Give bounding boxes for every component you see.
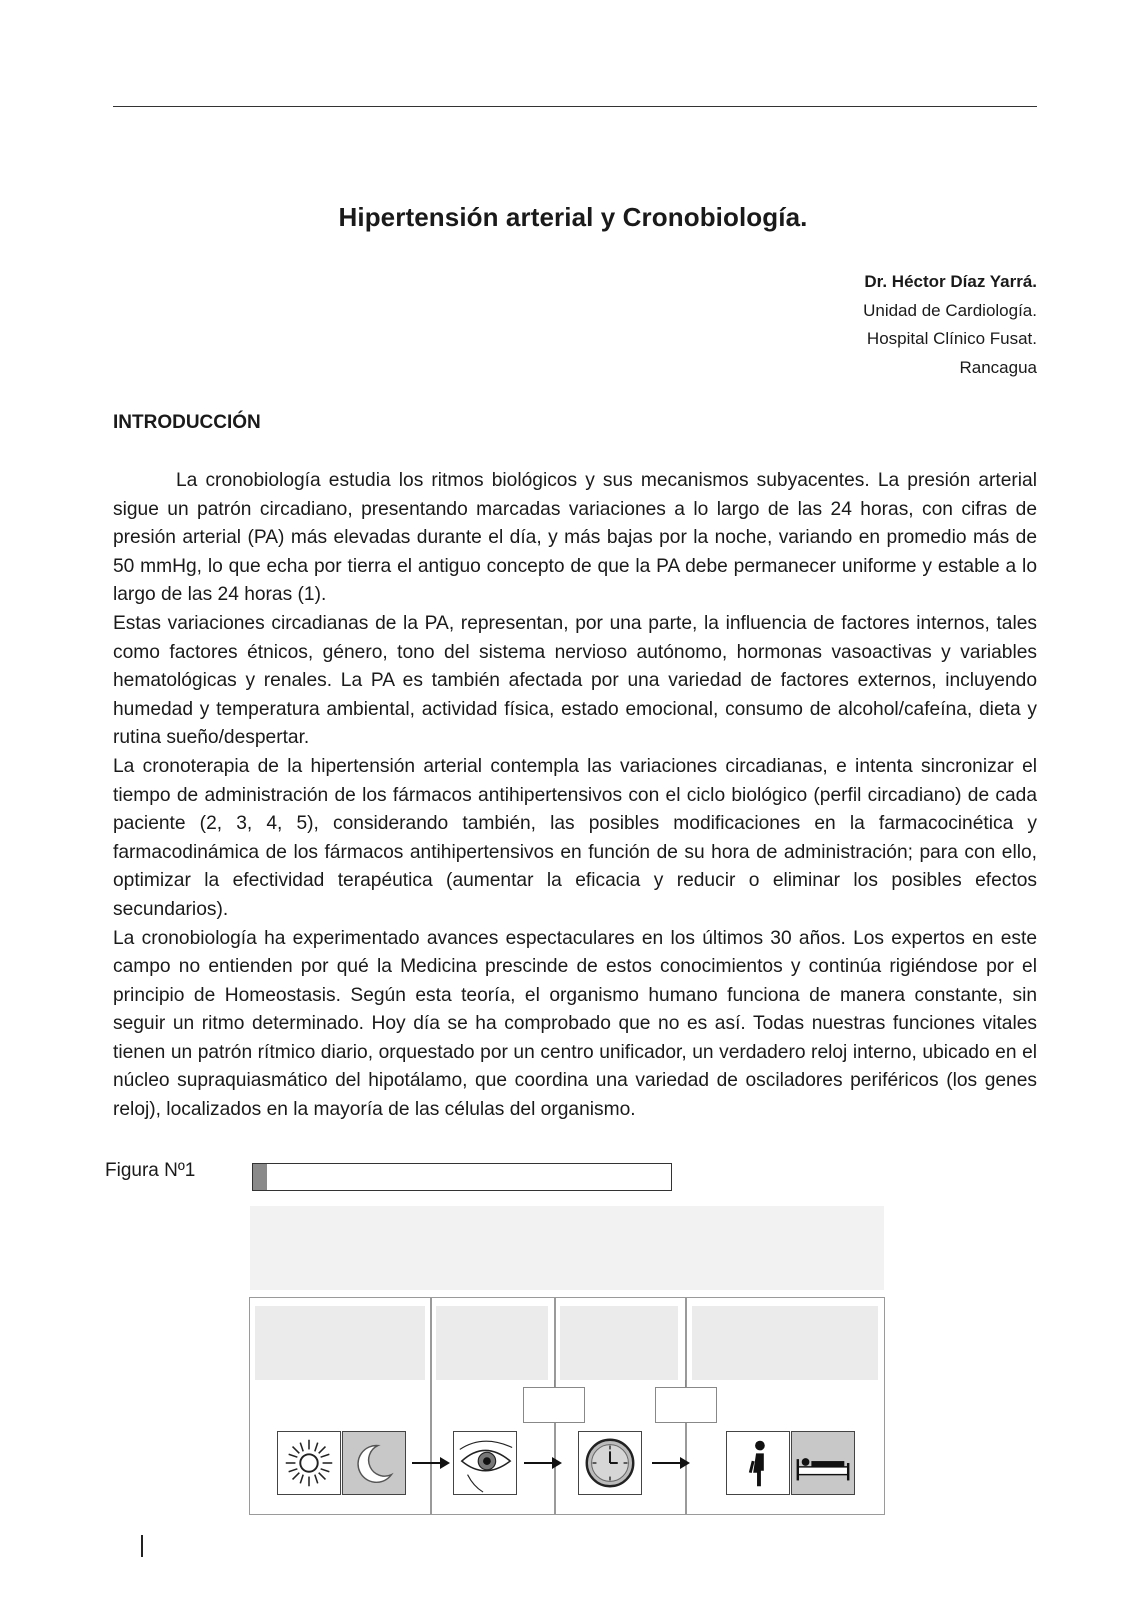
figure-title-bar bbox=[252, 1163, 672, 1191]
affiliation-hospital: Hospital Clínico Fusat. bbox=[866, 329, 1037, 348]
arrow-icon bbox=[410, 1454, 450, 1472]
column-header-cell bbox=[255, 1306, 425, 1380]
column-header-cell bbox=[436, 1306, 548, 1380]
page-title: Hipertensión arterial y Cronobiología. bbox=[338, 202, 808, 232]
paragraph: Estas variaciones circadianas de la PA, representan, por una parte, la influencia de factores internos, tales como factores étnicos, género, tono del sistema nervioso autónomo, hormonas vasoactivas y variables hematológicas y renales. La PA es también afectada por una variedad de factores externos, incluyendo humedad y temperatura ambiental, actividad física, estado emocional, consumo de alcohol/cafeína, dieta y rutina sueño/despertar. bbox=[113, 612, 1037, 749]
column-divider bbox=[430, 1298, 432, 1514]
connector-box bbox=[655, 1387, 717, 1423]
moon-icon bbox=[342, 1431, 406, 1495]
affiliation-city: Rancagua bbox=[959, 357, 1037, 377]
paragraph: La cronoterapia de la hipertensión arterial contempla las variaciones circadianas, e intenta sincronizar el tiempo de administración de los fármacos antihipertensivos con el ciclo biológico (perfil circadiano) de cada paciente (2, 3, 4, 5), considerando también, las posibles modificaciones en la farmacocinética y farmacodinámica de los fármacos antihipertensivos en función de su hora de administración; para con ello, optimizar la efectividad terapéutica (aumentar la eficacia y reducir o eliminar los posibles efectos secundarios). bbox=[113, 755, 1037, 920]
paragraph: La cronobiología ha experimentado avances espectaculares en los últimos 30 años. Los expertos en este campo no entienden por qué la Medicina prescinde de estos conocimientos y continúa rigiéndose por el principio de Homeostasis. Según esta teoría, el organismo humano funciona de manera constante, sin seguir un ritmo determinado. Hoy día se ha comprobado que no es así. Todas nuestras funciones vitales tienen un patrón rítmico diario, orquestado por un centro unificador, un verdadero reloj interno, ubicado en el núcleo supraquiasmático del hipotálamo, que coordina una variedad de osciladores periféricos (los genes reloj), localizados en la mayoría de las células del organismo. bbox=[113, 927, 1037, 1121]
connector-box bbox=[523, 1387, 585, 1423]
page-marker bbox=[141, 1535, 143, 1557]
figure-label: Figura Nº1 bbox=[105, 1160, 196, 1181]
arrow-icon bbox=[522, 1454, 562, 1472]
figure-diagram bbox=[249, 1297, 885, 1515]
arrow-icon bbox=[650, 1454, 690, 1472]
eye-icon bbox=[453, 1431, 517, 1495]
column-header-cell bbox=[560, 1306, 678, 1380]
affiliation-unit: Unidad de Cardiología. bbox=[863, 300, 1037, 320]
author-block bbox=[863, 268, 1037, 382]
clock-icon bbox=[578, 1431, 642, 1495]
standing-person-icon bbox=[726, 1431, 790, 1495]
paragraph: La cronobiología estudia los ritmos biológicos y sus mecanismos subyacentes. La presión arterial sigue un patrón circadiano, presentando marcadas variaciones a lo largo de las 24 horas, con cifras de presión arterial (PA) más elevadas durante el día, y más bajas por la noche, variando en promedio más de 50 mmHg, lo que echa por tierra el antiguo concepto de que la PA debe permanecer uniforme y estable a lo largo de las 24 horas (1). bbox=[113, 470, 1037, 606]
body-text bbox=[113, 467, 1037, 1125]
bed-icon bbox=[791, 1431, 855, 1495]
column-header-cell bbox=[692, 1306, 878, 1380]
section-heading: INTRODUCCIÓN bbox=[113, 412, 261, 433]
figure-caption-band bbox=[250, 1206, 884, 1290]
sun-icon bbox=[277, 1431, 341, 1495]
header-rule bbox=[113, 106, 1037, 107]
author-name: Dr. Héctor Díaz Yarrá. bbox=[864, 272, 1037, 291]
figure-title-bar-accent bbox=[253, 1164, 267, 1190]
